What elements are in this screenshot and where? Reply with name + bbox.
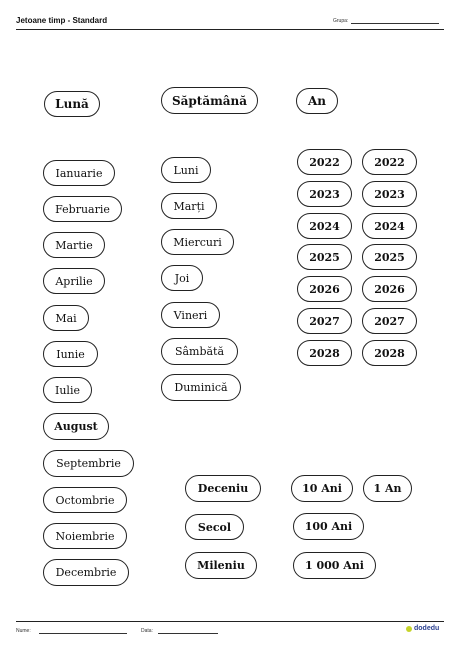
token-year[interactable]: 2026 bbox=[297, 276, 352, 302]
token-year[interactable]: 2025 bbox=[297, 244, 352, 270]
token-year[interactable]: 2027 bbox=[362, 308, 417, 334]
footer-rule bbox=[16, 621, 444, 622]
group-blank-line[interactable] bbox=[351, 17, 439, 24]
token-month[interactable]: Septembrie bbox=[43, 450, 134, 477]
token-month[interactable]: Iunie bbox=[43, 341, 98, 367]
token-category-week[interactable]: Săptămână bbox=[161, 87, 258, 114]
token-month[interactable]: August bbox=[43, 413, 109, 440]
logo-dot-icon bbox=[406, 626, 412, 632]
token-year[interactable]: 2024 bbox=[297, 213, 352, 239]
token-year[interactable]: 2022 bbox=[297, 149, 352, 175]
name-blank-line[interactable] bbox=[39, 627, 127, 634]
token-month[interactable]: Ianuarie bbox=[43, 160, 115, 186]
token-year[interactable]: 2023 bbox=[297, 181, 352, 207]
brand-name: dodedu bbox=[414, 625, 440, 632]
token-period[interactable]: Secol bbox=[185, 514, 244, 540]
token-period[interactable]: Deceniu bbox=[185, 475, 261, 502]
token-month[interactable]: Iulie bbox=[43, 377, 92, 403]
token-day[interactable]: Sâmbătă bbox=[161, 338, 238, 365]
token-month[interactable]: Martie bbox=[43, 232, 105, 258]
token-month[interactable]: Aprilie bbox=[43, 268, 105, 294]
token-span[interactable]: 1 An bbox=[363, 475, 412, 502]
brand-logo bbox=[406, 625, 439, 632]
token-year[interactable]: 2027 bbox=[297, 308, 352, 334]
token-year[interactable]: 2024 bbox=[362, 213, 417, 239]
token-year[interactable]: 2022 bbox=[362, 149, 417, 175]
token-span[interactable]: 100 Ani bbox=[293, 513, 364, 540]
name-label: Nume: bbox=[16, 628, 31, 634]
token-day[interactable]: Miercuri bbox=[161, 229, 234, 255]
token-year[interactable]: 2028 bbox=[362, 340, 417, 366]
token-year[interactable]: 2023 bbox=[362, 181, 417, 207]
token-day[interactable]: Vineri bbox=[161, 302, 220, 328]
token-day[interactable]: Duminică bbox=[161, 374, 241, 401]
token-month[interactable]: Februarie bbox=[43, 196, 122, 222]
date-label: Data: bbox=[141, 628, 153, 634]
token-span[interactable]: 1 000 Ani bbox=[293, 552, 376, 579]
date-blank-line[interactable] bbox=[158, 627, 218, 634]
token-year[interactable]: 2028 bbox=[297, 340, 352, 366]
header-rule bbox=[16, 29, 444, 30]
token-day[interactable]: Marți bbox=[161, 193, 217, 219]
token-month[interactable]: Noiembrie bbox=[43, 523, 127, 549]
token-day[interactable]: Joi bbox=[161, 265, 203, 291]
token-span[interactable]: 10 Ani bbox=[291, 475, 353, 502]
token-year[interactable]: 2025 bbox=[362, 244, 417, 270]
group-label: Grupa: bbox=[333, 18, 349, 24]
token-month[interactable]: Mai bbox=[43, 305, 89, 331]
group-field bbox=[333, 17, 439, 24]
token-year[interactable]: 2026 bbox=[362, 276, 417, 302]
token-category-month[interactable]: Lună bbox=[44, 91, 100, 117]
worksheet-title: Jetoane timp - Standard bbox=[16, 16, 108, 25]
token-month[interactable]: Octombrie bbox=[43, 487, 127, 513]
date-field bbox=[141, 627, 218, 634]
name-field bbox=[16, 627, 127, 634]
token-day[interactable]: Luni bbox=[161, 157, 211, 183]
token-month[interactable]: Decembrie bbox=[43, 559, 129, 586]
token-period[interactable]: Mileniu bbox=[185, 552, 257, 579]
token-category-year[interactable]: An bbox=[296, 88, 338, 114]
